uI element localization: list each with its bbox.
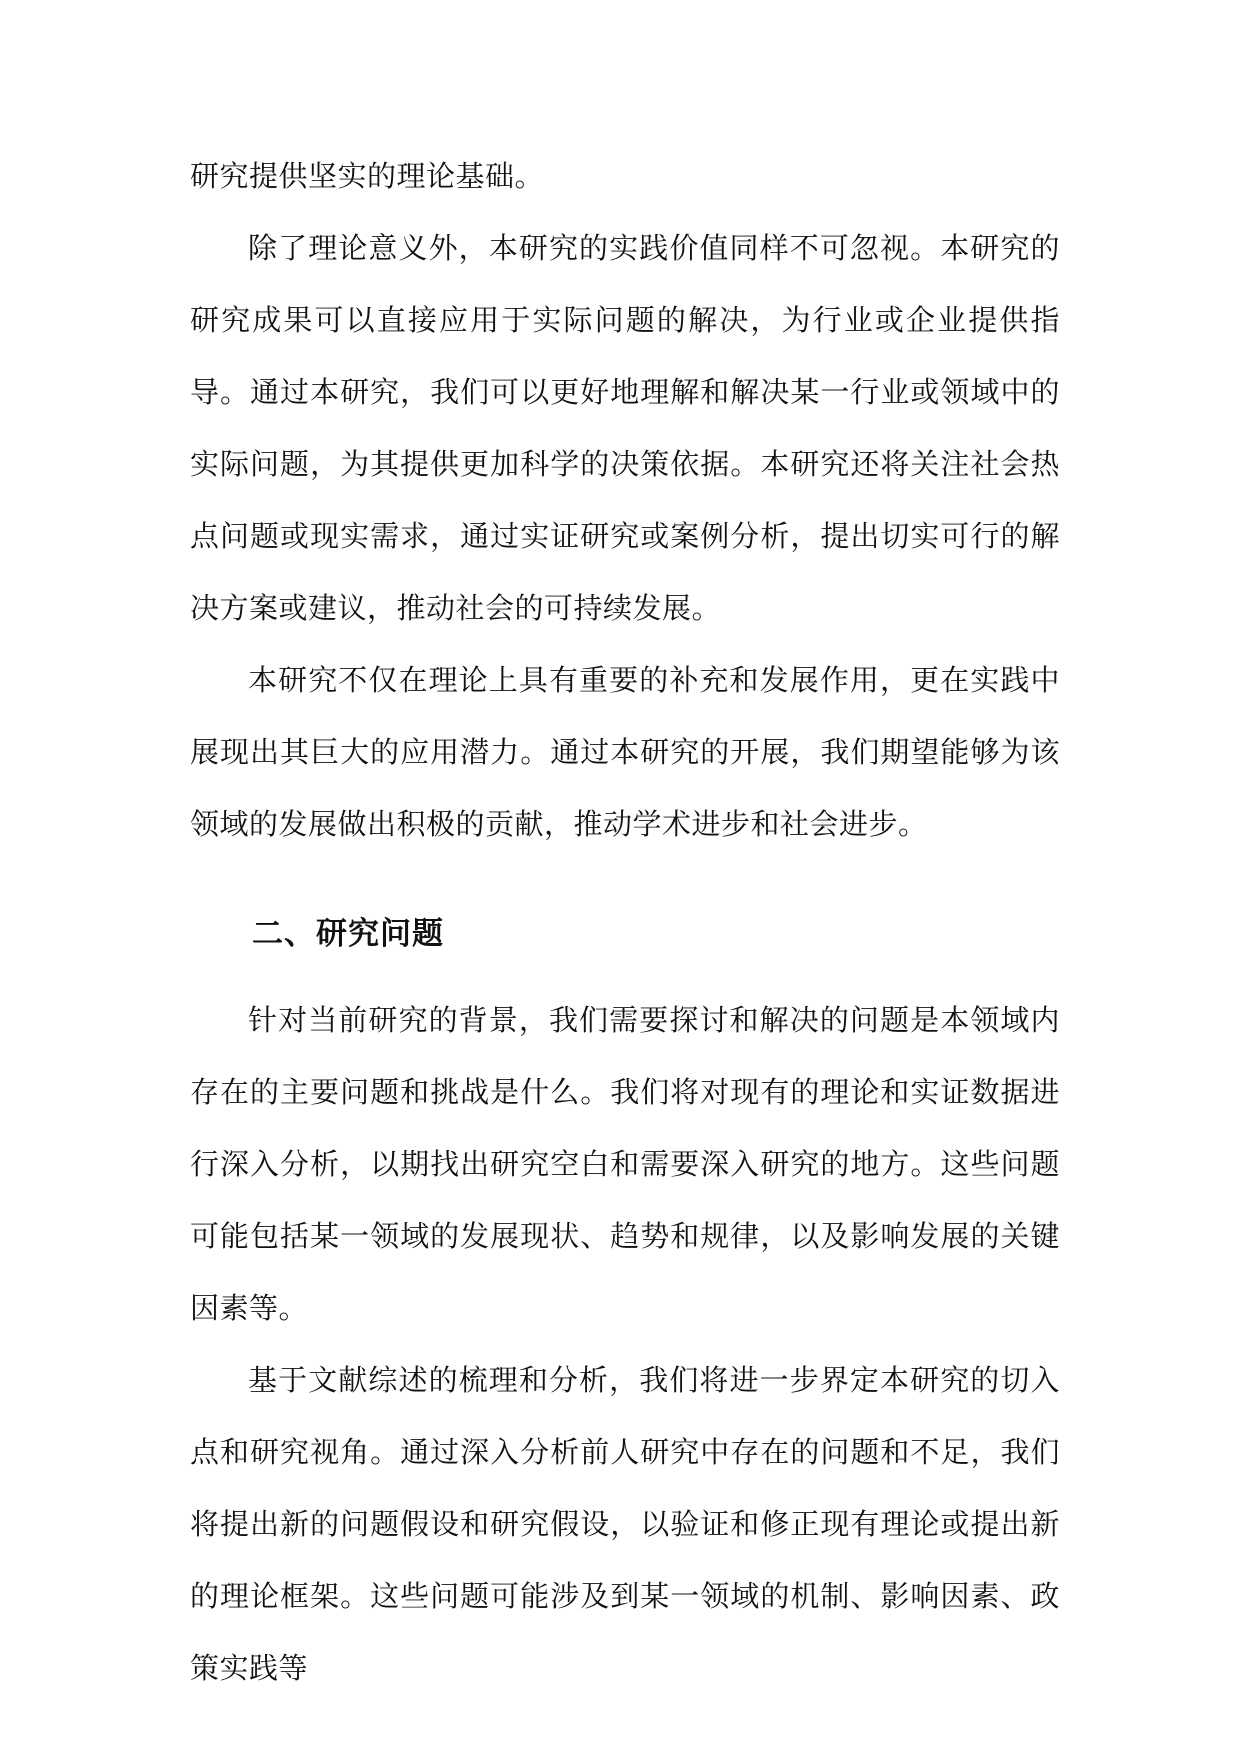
paragraph-research-question-1: 针对当前研究的背景，我们需要探讨和解决的问题是本领域内存在的主要问题和挑战是什么。我们将对现有的理论和实证数据进行深入分析，以期找出研究空白和需要深入研究的地方。这些问题可能包括某一领域的发展现状、趋势和规律，以及影响发展的关键因素等。 [190, 1003, 1060, 1325]
paragraph-practical-value: 除了理论意义外，本研究的实践价值同样不可忽视。本研究的研究成果可以直接应用于实际问题的解决，为行业或企业提供指导。通过本研究，我们可以更好地理解和解决某一行业或领域中的实际问题，为其提供更加科学的决策依据。本研究还将关注社会热点问题或现实需求，通过实证研究或案例分析，提出切实可行的解决方案或建议，推动社会的可持续发展。 [190, 231, 1060, 625]
paragraph-continuation: 研究提供坚实的理论基础。 [190, 159, 545, 193]
paragraph-summary: 本研究不仅在理论上具有重要的补充和发展作用，更在实践中展现出其巨大的应用潜力。通过本研究的开展，我们期望能够为该领域的发展做出积极的贡献，推动学术进步和社会进步。 [190, 663, 1060, 841]
document-body [190, 140, 1060, 1704]
section-heading: 二、研究问题 [252, 916, 444, 952]
paragraph-research-question-2: 基于文献综述的梳理和分析，我们将进一步界定本研究的切入点和研究视角。通过深入分析前人研究中存在的问题和不足，我们将提出新的问题假设和研究假设，以验证和修正现有理论或提出新的理论框架。这些问题可能涉及到某一领域的机制、影响因素、政策实践等 [190, 1363, 1060, 1685]
